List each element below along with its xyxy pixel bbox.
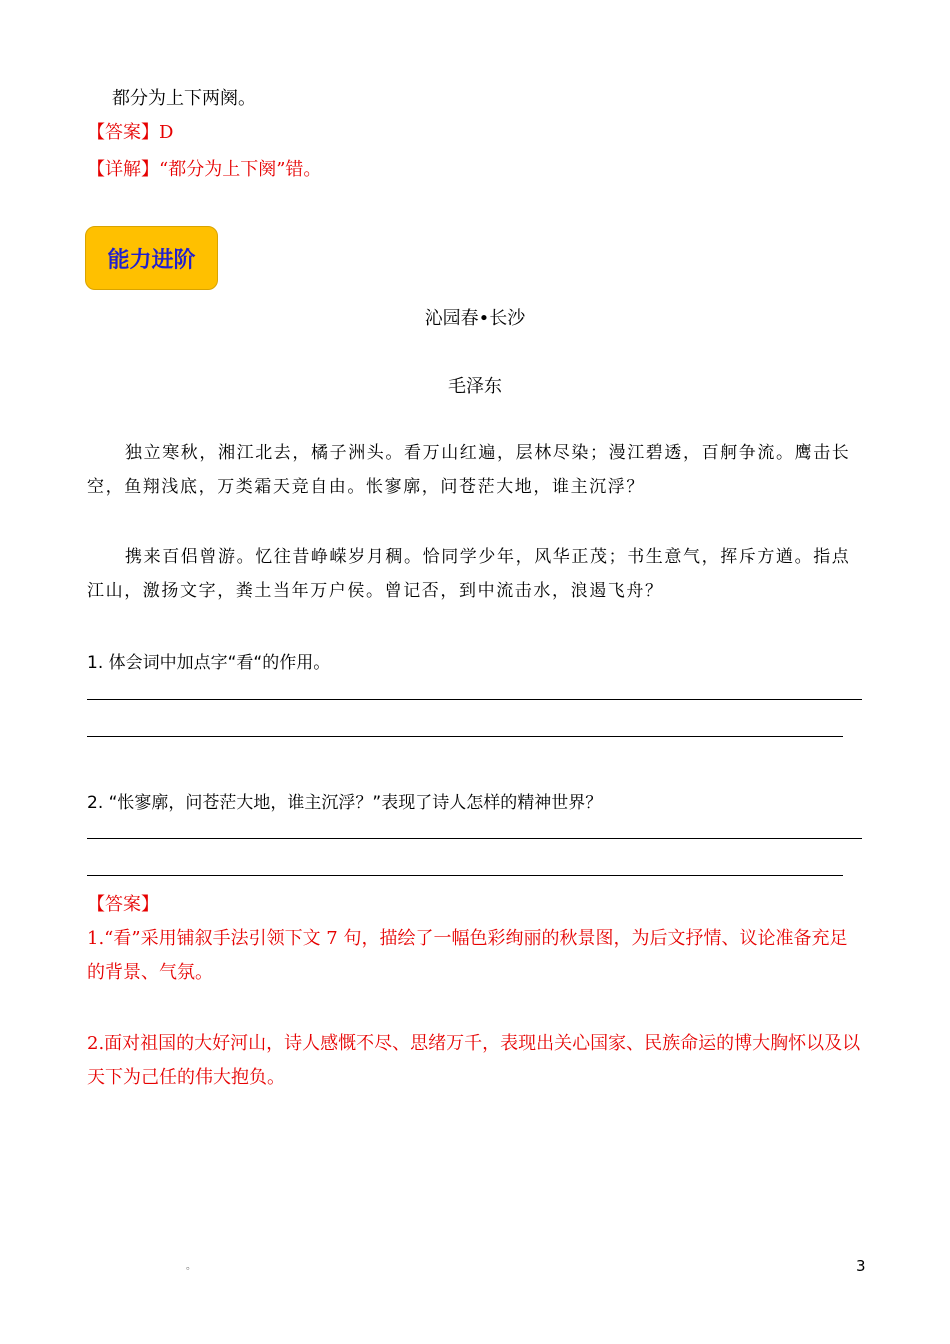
footer-dot: 。 (186, 1261, 196, 1272)
question-1: 1. 体会词中加点字“看“的作用。 (87, 653, 331, 673)
question-2: 2. “怅寥廓，问苍茫大地，谁主沉浮？”表现了诗人怎样的精神世界？ (87, 793, 603, 813)
poem-title: 沁园春•长沙 (424, 308, 526, 329)
poem-author: 毛泽东 (448, 376, 502, 397)
section-badge (85, 226, 218, 290)
answer-2-text: 2.面对祖国的大好河山，诗人感慨不尽、思绪万千，表现出关心国家、民族命运的博大胸怀以及以天下为己任的伟大抱负。 (87, 1033, 861, 1088)
page-number: 3 (856, 1257, 866, 1275)
answers-label: 【答案】 (87, 894, 159, 915)
answer-line[interactable] (87, 838, 862, 839)
answer-label: 【答案】D (87, 122, 174, 143)
answer-line[interactable] (87, 875, 843, 876)
answer-2 (87, 1027, 862, 1095)
answer-line[interactable] (87, 699, 862, 700)
answer-line[interactable] (87, 736, 843, 737)
answer-1-text: 1.“看”采用铺叙手法引领下文 7 句，描绘了一幅色彩绚丽的秋景图，为后文抒情、议论准备充足的背景、气氛。 (87, 928, 848, 983)
answer-1 (87, 922, 862, 990)
detail-text: 【详解】“都分为上下阕”错。 (87, 159, 322, 180)
poem-stanza-2-text: 携来百侣曾游。忆往昔峥嵘岁月稠。恰同学少年，风华正茂；书生意气，挥斥方遒。指点江山，激扬文字，粪土当年万户侯。曾记否，到中流击水，浪遏飞舟？ (87, 547, 851, 601)
poem-stanza-2 (87, 540, 862, 608)
continued-text: 都分为上下两阕。 (112, 88, 256, 109)
section-badge-label: 能力进阶 (107, 247, 196, 273)
poem-stanza-1-text: 独立寒秋，湘江北去，橘子洲头。看万山红遍，层林尽染；漫江碧透，百舸争流。鹰击长空，鱼翔浅底，万类霜天竞自由。怅寥廓，问苍茫大地，谁主沉浮？ (87, 443, 851, 497)
poem-stanza-1 (87, 436, 862, 504)
